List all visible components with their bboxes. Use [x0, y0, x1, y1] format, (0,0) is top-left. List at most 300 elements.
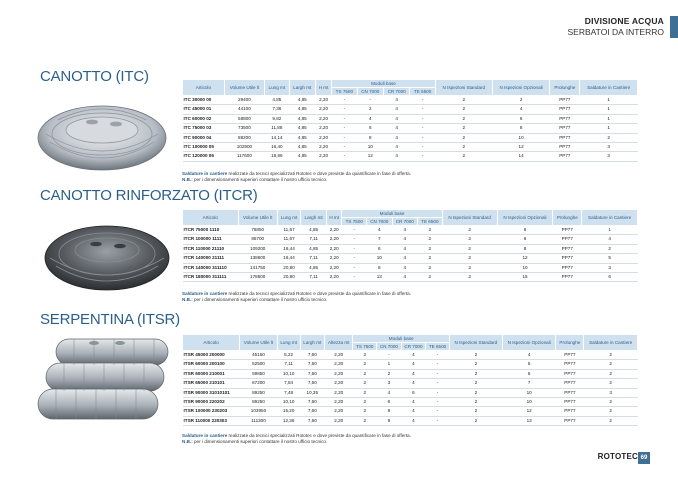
cell-articolo: ITSR 100000 230203 [183, 407, 240, 416]
table-cell: 2 [442, 273, 497, 282]
table-cell: 2 [377, 369, 402, 378]
table-cell: 7,60 [300, 360, 325, 369]
note-text: realizzate da tecnici specializzati Rototec e dove previste da quantificare in fase di offerta. [227, 433, 411, 438]
table-serpentina [182, 334, 638, 426]
section-title-rinforzato [40, 187, 258, 204]
table-row [183, 133, 638, 142]
table-cell: 4 [401, 360, 426, 369]
table-cell: 3 [584, 388, 638, 397]
tank-image-serpentina [34, 333, 174, 433]
note-text: realizzate da tecnici specializzati Rototec e dove previste da quantificare in fase di offerta. [227, 171, 411, 176]
table-row [183, 226, 638, 235]
table-cell: - [332, 143, 357, 152]
table-cell: 4,85 [301, 263, 327, 272]
table-cell: 11,67 [277, 235, 301, 244]
table-row [183, 369, 638, 378]
table-body-serpentina [183, 351, 638, 426]
table-row [183, 398, 638, 407]
col-prolunghe: Prolunghe [553, 210, 582, 226]
col-te: TE 6500 [426, 343, 450, 351]
cell-articolo: ITSR 90000 31010101 [183, 388, 240, 397]
table-cell: - [332, 133, 357, 142]
table-cell: 13 [367, 273, 393, 282]
table-cell: 2,20 [325, 407, 353, 416]
col-ispez-opt: N Ispezioni Opzionali [497, 210, 553, 226]
table-cell: 2,20 [315, 124, 331, 133]
table-body-canotto [183, 96, 638, 162]
table-cell: 13 [502, 416, 556, 425]
col-cn: CN 7000 [367, 218, 393, 226]
table-row [183, 244, 638, 253]
table-cell: 2 [353, 369, 377, 378]
note2-text: per i dimensionamenti superiori contattare il nostro ufficio tecnico. [192, 177, 328, 182]
table-cell: - [426, 388, 450, 397]
table-cell: 9 [377, 416, 402, 425]
table-cell: 2 [418, 244, 443, 253]
table-cell: PP77 [553, 254, 582, 263]
cell-articolo: ITC 100000 05 [183, 143, 225, 152]
table-cell: 67200 [240, 379, 278, 388]
table-cell: 2,20 [315, 152, 331, 161]
table-cell: 4,85 [289, 133, 315, 142]
table-cell: 4 [401, 398, 426, 407]
table-cell: 5 [582, 254, 638, 263]
col-moduli: Moduli base [332, 80, 436, 88]
table-cell: 20,80 [277, 273, 301, 282]
table-cell: 2,20 [315, 96, 331, 105]
table-rinforzato [182, 209, 638, 282]
table-cell: 2 [435, 133, 492, 142]
table-cell: PP77 [550, 114, 580, 123]
table-cell: 2 [582, 244, 638, 253]
table-row [183, 143, 638, 152]
table-cell: 2 [353, 351, 377, 360]
table-cell: 2 [442, 254, 497, 263]
table-cell: 16,44 [277, 254, 301, 263]
table-cell: 2 [435, 124, 492, 133]
table-cell: - [426, 416, 450, 425]
table-cell: 4 [492, 105, 550, 114]
table-cell: 45150 [240, 351, 278, 360]
section-title-code: (ITC) [115, 68, 149, 85]
table-cell: - [426, 379, 450, 388]
col-saldature: Saldature in Cantiere [582, 210, 638, 226]
table-cell: 2 [353, 379, 377, 388]
table-cell: 2 [418, 273, 443, 282]
table-cell: 8 [377, 407, 402, 416]
table-cell: 6 [401, 388, 426, 397]
table-cell: 1 [377, 360, 402, 369]
tank-image-rinforzato [40, 208, 174, 298]
table-row [183, 263, 638, 272]
table-cell: 10 [502, 388, 556, 397]
table-cell: PP77 [550, 96, 580, 105]
table-cell: 4,85 [289, 96, 315, 105]
table-cell: PP77 [553, 273, 582, 282]
table-cell: 2,20 [325, 379, 353, 388]
table-cell: 10 [357, 143, 383, 152]
col-articolo: Articolo [183, 335, 240, 351]
table-cell: 10 [502, 398, 556, 407]
table-cell: 3 [377, 379, 402, 388]
table-cell: 12 [492, 143, 550, 152]
col-articolo: Articolo [183, 210, 239, 226]
table-cell: 2 [435, 143, 492, 152]
note2-text: per i dimensionamenti superiori contattare il nostro ufficio tecnico. [192, 297, 328, 302]
table-cell: 178500 [238, 273, 277, 282]
col-cn: CN 7000 [357, 88, 383, 96]
table-row [183, 388, 638, 397]
table-row [183, 124, 638, 133]
table-cell: - [332, 124, 357, 133]
table-cell: - [342, 226, 367, 235]
table-cell: 2,20 [315, 105, 331, 114]
table-cell: 10,10 [277, 398, 300, 407]
table-cell: 6 [497, 226, 553, 235]
section-title-text: CANOTTO RINFORZATO [40, 187, 210, 204]
table-cell: 3 [580, 152, 638, 161]
table-cell: PP77 [553, 235, 582, 244]
table-cell: PP77 [556, 379, 584, 388]
table-cell: 2 [449, 369, 502, 378]
cell-articolo: ITSR 45000 200000 [183, 351, 240, 360]
table-cell: - [426, 407, 450, 416]
table-cell: 7,36 [265, 105, 289, 114]
table-row [183, 407, 638, 416]
table-cell: 4 [367, 226, 393, 235]
table-cell: 2 [418, 254, 443, 263]
col-cn: CN 7000 [377, 343, 402, 351]
table-cell: 88200 [224, 133, 264, 142]
col-te: TE 6500 [418, 218, 443, 226]
table-cell: 15,20 [277, 407, 300, 416]
table-cell: PP77 [556, 388, 584, 397]
table-cell: 10 [497, 263, 553, 272]
table-cell: - [342, 273, 367, 282]
table-cell: 2 [442, 226, 497, 235]
table-cell: 73500 [224, 124, 264, 133]
note-bold: Saldature in cantiere [182, 291, 228, 296]
section-title-serpentina [40, 311, 180, 328]
note-bold: Saldature in cantiere [182, 433, 228, 438]
table-cell: - [410, 133, 435, 142]
note-text: realizzate da tecnici specializzati Rototec e dove previste da quantificare in fase di offerta. [227, 291, 411, 296]
col-ts: TS 7500 [353, 343, 377, 351]
table-cell: - [410, 96, 435, 105]
table-cell: 1 [580, 114, 638, 123]
col-h: H mt [315, 80, 331, 96]
table-cell: 2,20 [326, 263, 342, 272]
table-cell: 4,85 [289, 105, 315, 114]
col-saldature: Saldature in Cantiere [584, 335, 638, 351]
col-lung: Lung mt [277, 335, 300, 351]
table-cell: 10,35 [300, 388, 325, 397]
table-row [183, 114, 638, 123]
table-cell: 141750 [238, 263, 277, 272]
table-cell: - [342, 244, 367, 253]
col-largh: Largh mt [300, 335, 325, 351]
table-row [183, 235, 638, 244]
table-cell: 7,60 [300, 398, 325, 407]
table-cell: 2 [435, 96, 492, 105]
table-cell: PP77 [556, 369, 584, 378]
table-cell: 7,60 [300, 407, 325, 416]
col-cr: CR 7000 [401, 343, 426, 351]
division-subtitle: SERBATOI DA INTERRO [567, 27, 664, 37]
table-cell: 4 [392, 263, 418, 272]
table-cell: 2 [584, 416, 638, 425]
table-cell: - [342, 263, 367, 272]
col-ts: TS 7500 [342, 218, 367, 226]
table-cell: 2 [353, 407, 377, 416]
table-cell: 4 [582, 235, 638, 244]
table-cell: 4,85 [265, 96, 289, 105]
table-cell: 4 [392, 273, 418, 282]
table-cell: 2,20 [315, 143, 331, 152]
table-cell: 2,20 [326, 244, 342, 253]
table-cell: 2,20 [325, 360, 353, 369]
table-row [183, 273, 638, 282]
table-cell: 2 [449, 388, 502, 397]
cell-articolo: ITSR 60000 210001 [183, 369, 240, 378]
table-cell: - [357, 96, 383, 105]
col-ispez-opt: N Ispezioni Opzionali [502, 335, 556, 351]
table-cell: 3 [582, 263, 638, 272]
table-cell: PP77 [550, 143, 580, 152]
table-cell: - [426, 398, 450, 407]
table-cell: 2,20 [325, 398, 353, 407]
table-cell: 2,20 [325, 388, 353, 397]
table-cell: 6 [582, 273, 638, 282]
table-cell: 2,20 [325, 351, 353, 360]
table-cell: 86700 [238, 235, 277, 244]
table-cell: 111300 [240, 416, 278, 425]
table-cell: 2 [580, 133, 638, 142]
table-cell: PP77 [556, 398, 584, 407]
table-cell: 8 [497, 244, 553, 253]
note2-bold: N.B.: [182, 439, 193, 444]
note-canotto [182, 171, 411, 183]
table-cell: 4,85 [301, 226, 327, 235]
cell-articolo: ITC 75000 03 [183, 124, 225, 133]
table-cell: 117600 [224, 152, 264, 161]
note-bold: Saldature in cantiere [182, 171, 228, 176]
cell-articolo: ITCR 140000 311110 [183, 263, 239, 272]
table-cell: 4 [401, 351, 426, 360]
cell-articolo: ITC 30000 00 [183, 96, 225, 105]
table-cell: 2 [584, 369, 638, 378]
table-cell: 10 [367, 254, 393, 263]
table-cell: 1 [580, 124, 638, 133]
table-cell: 8 [357, 133, 383, 142]
col-lung: Lung mt [277, 210, 301, 226]
table-cell: 6 [497, 235, 553, 244]
table-cell: 18,66 [265, 152, 289, 161]
table-cell: 6 [367, 244, 393, 253]
col-ispez-opt: N Ispezioni Opzionali [492, 80, 550, 96]
cell-articolo: ITSR 65000 210101 [183, 379, 240, 388]
col-cr: CR 7000 [383, 88, 409, 96]
table-cell: 4 [401, 379, 426, 388]
col-ispez-std: N Ispezioni Standard [442, 210, 497, 226]
table-cell: 2 [449, 416, 502, 425]
division-label: DIVISIONE ACQUA [584, 16, 664, 26]
table-cell: 7,11 [301, 235, 327, 244]
table-cell: 1 [582, 226, 638, 235]
table-cell: 2 [449, 360, 502, 369]
table-cell: - [377, 351, 402, 360]
table-cell: 2,20 [326, 254, 342, 263]
table-cell: 2 [435, 105, 492, 114]
col-volume: Volume Utile lt [238, 210, 277, 226]
table-cell: 7,60 [300, 416, 325, 425]
table-cell: 10 [492, 133, 550, 142]
table-cell: 6 [502, 369, 556, 378]
table-cell: 4 [401, 407, 426, 416]
table-cell: 12,36 [277, 416, 300, 425]
table-cell: 2,20 [326, 226, 342, 235]
table-cell: - [426, 369, 450, 378]
table-cell: 2 [449, 398, 502, 407]
header-accent-bar [670, 16, 678, 38]
table-cell: 4 [383, 96, 409, 105]
table-cell: PP77 [550, 105, 580, 114]
table-cell: 2 [449, 351, 502, 360]
table-cell: 2 [584, 398, 638, 407]
table-cell: 8 [492, 124, 550, 133]
table-cell: 76850 [238, 226, 277, 235]
table-cell: 2 [353, 416, 377, 425]
table-cell: 7 [502, 379, 556, 388]
table-cell: 2 [584, 407, 638, 416]
table-cell: 2,20 [326, 235, 342, 244]
table-cell: 2 [492, 96, 550, 105]
col-prolunghe: Prolunghe [556, 335, 584, 351]
table-cell: 12 [497, 254, 553, 263]
table-row [183, 360, 638, 369]
table-cell: - [342, 235, 367, 244]
table-cell: 52500 [240, 360, 278, 369]
table-cell: 2 [584, 351, 638, 360]
col-lung: Lung mt [265, 80, 289, 96]
table-cell: 2,20 [315, 114, 331, 123]
table-cell: 7,84 [277, 379, 300, 388]
col-te: TE 6500 [410, 88, 435, 96]
table-cell: 7,60 [300, 369, 325, 378]
table-cell: - [410, 105, 435, 114]
cell-articolo: ITCR 75000 1110 [183, 226, 239, 235]
page-header [567, 16, 664, 37]
col-articolo: Articolo [183, 80, 225, 96]
table-row [183, 152, 638, 161]
table-cell: 7 [367, 235, 393, 244]
table-cell: 4,85 [301, 244, 327, 253]
table-cell: PP77 [553, 244, 582, 253]
cell-articolo: ITSR 110000 230303 [183, 416, 240, 425]
table-cell: 5,22 [277, 351, 300, 360]
table-cell: 7,60 [300, 351, 325, 360]
table-cell: PP77 [550, 133, 580, 142]
table-cell: 2 [435, 152, 492, 161]
table-cell: 3 [580, 143, 638, 152]
col-ts: TS 7500 [332, 88, 357, 96]
section-title-text: CANOTTO [40, 68, 112, 85]
table-row [183, 254, 638, 263]
cell-articolo: ITCR 100000 1111 [183, 235, 239, 244]
table-cell: 7,11 [301, 273, 327, 282]
table-cell: 2 [442, 263, 497, 272]
col-h: H mt [326, 210, 342, 226]
table-body-rinforzato [183, 226, 638, 282]
table-cell: 2 [353, 398, 377, 407]
table-cell: 103950 [240, 407, 278, 416]
table-cell: 2 [449, 407, 502, 416]
table-cell: 4 [383, 114, 409, 123]
table-cell: 4 [502, 351, 556, 360]
table-cell: 4 [383, 105, 409, 114]
col-moduli: Moduli base [353, 335, 449, 343]
cell-articolo: ITC 120000 06 [183, 152, 225, 161]
table-cell: - [426, 360, 450, 369]
table-cell: PP77 [553, 263, 582, 272]
table-cell: - [332, 152, 357, 161]
table-cell: 58800 [224, 114, 264, 123]
table-row [183, 416, 638, 425]
table-row [183, 96, 638, 105]
table-cell: 16,44 [277, 244, 301, 253]
table-cell: 2 [353, 360, 377, 369]
cell-articolo: ITC 90000 04 [183, 133, 225, 142]
note2-text: per i dimensionamenti superiori contattare il nostro ufficio tecnico. [192, 439, 328, 444]
table-cell: 11,88 [265, 124, 289, 133]
table-cell: 2 [584, 379, 638, 388]
table-cell: 2 [442, 244, 497, 253]
table-cell: 44100 [224, 105, 264, 114]
table-cell: 14 [492, 152, 550, 161]
cell-articolo: ITCR 180000 311111 [183, 273, 239, 282]
table-cell: 2 [442, 235, 497, 244]
table-cell: 4 [383, 143, 409, 152]
table-cell: - [410, 152, 435, 161]
table-cell: 89250 [240, 398, 278, 407]
table-cell: - [332, 96, 357, 105]
table-cell: 4,85 [289, 143, 315, 152]
table-cell: 4,85 [289, 114, 315, 123]
table-cell: 4,85 [289, 124, 315, 133]
col-saldature: Saldature in Cantiere [580, 80, 638, 96]
cell-articolo: ITCR 140000 21111 [183, 254, 239, 263]
col-ispez-std: N Ispezioni Standard [435, 80, 492, 96]
table-cell: PP77 [556, 416, 584, 425]
section-title-code: (ITCR) [213, 187, 258, 204]
table-cell: 20,80 [277, 263, 301, 272]
table-cell: 4 [383, 152, 409, 161]
table-cell: 6 [492, 114, 550, 123]
table-cell: - [332, 105, 357, 114]
table-cell: 4 [357, 114, 383, 123]
table-cell: 7,11 [277, 360, 300, 369]
table-cell: 109200 [238, 244, 277, 253]
table-cell: 4 [401, 369, 426, 378]
table-cell: 29400 [224, 96, 264, 105]
table-cell: PP77 [556, 407, 584, 416]
table-cell: 2 [353, 388, 377, 397]
note2-bold: N.B.: [182, 177, 193, 182]
cell-articolo: ITC 60000 02 [183, 114, 225, 123]
table-cell: 14,14 [265, 133, 289, 142]
col-volume: Volume Utile lt [224, 80, 264, 96]
table-cell: 11,67 [277, 226, 301, 235]
